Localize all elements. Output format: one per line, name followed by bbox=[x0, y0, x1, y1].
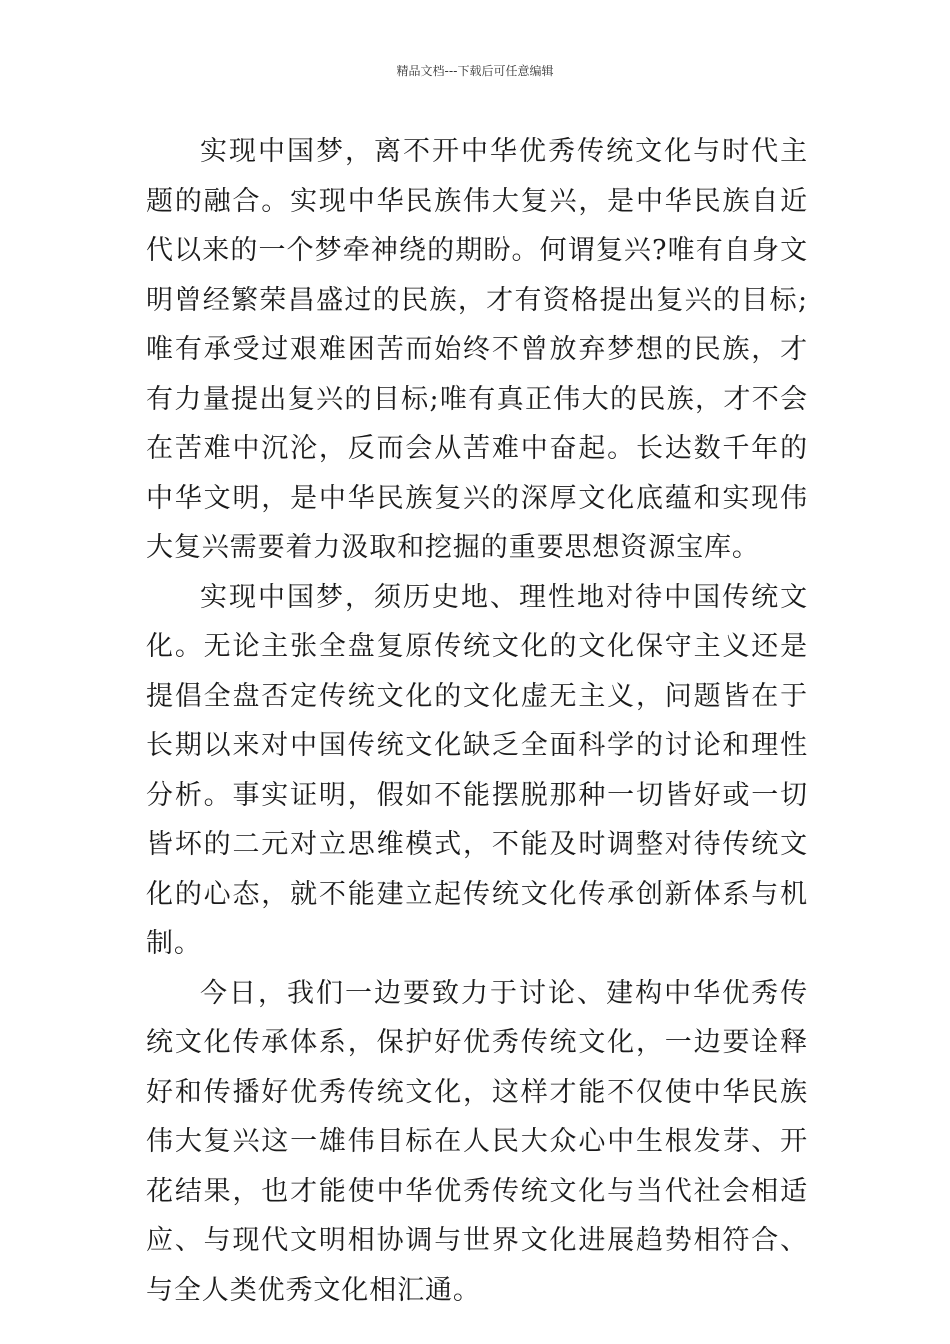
document-body bbox=[146, 127, 808, 1315]
paragraph: 今日，我们一边要致力于讨论、建构中华优秀传统文化传承体系，保护好优秀传统文化，一边要诠释好和传播好优秀传统文化，这样才能不仅使中华民族伟大复兴这一雄伟目标在人民大众心中生根发芽、开花结果，也才能使中华优秀传统文化与当代社会相适应、与现代文明相协调与世界文化进展趋势相符合、与全人类优秀文化相汇通。 bbox=[146, 977, 808, 1306]
paragraph: 实现中国梦，须历史地、理性地对待中国传统文化。无论主张全盘复原传统文化的文化保守主义还是提倡全盘否定传统文化的文化虚无主义，问题皆在于长期以来对中国传统文化缺乏全面科学的讨论和理性分析。事实证明，假如不能摆脱那种一切皆好或一切皆坏的二元对立思维模式，不能及时调整对待传统文化的心态，就不能建立起传统文化传承创新体系与机制。 bbox=[146, 581, 808, 959]
page-header: 精品文档---下载后可任意编辑 bbox=[396, 64, 554, 78]
paragraph: 实现中国梦，离不开中华优秀传统文化与时代主题的融合。实现中华民族伟大复兴，是中华民族自近代以来的一个梦牵神绕的期盼。何谓复兴?唯有自身文明曾经繁荣昌盛过的民族，才有资格提出复兴的目标;唯有承受过艰难困苦而始终不曾放弃梦想的民族，才有力量提出复兴的目标;唯有真正伟大的民族，才不会在苦难中沉沦，反而会从苦难中奋起。长达数千年的中华文明，是中华民族复兴的深厚文化底蕴和实现伟大复兴需要着力汲取和挖掘的重要思想资源宝库。 bbox=[146, 136, 808, 563]
